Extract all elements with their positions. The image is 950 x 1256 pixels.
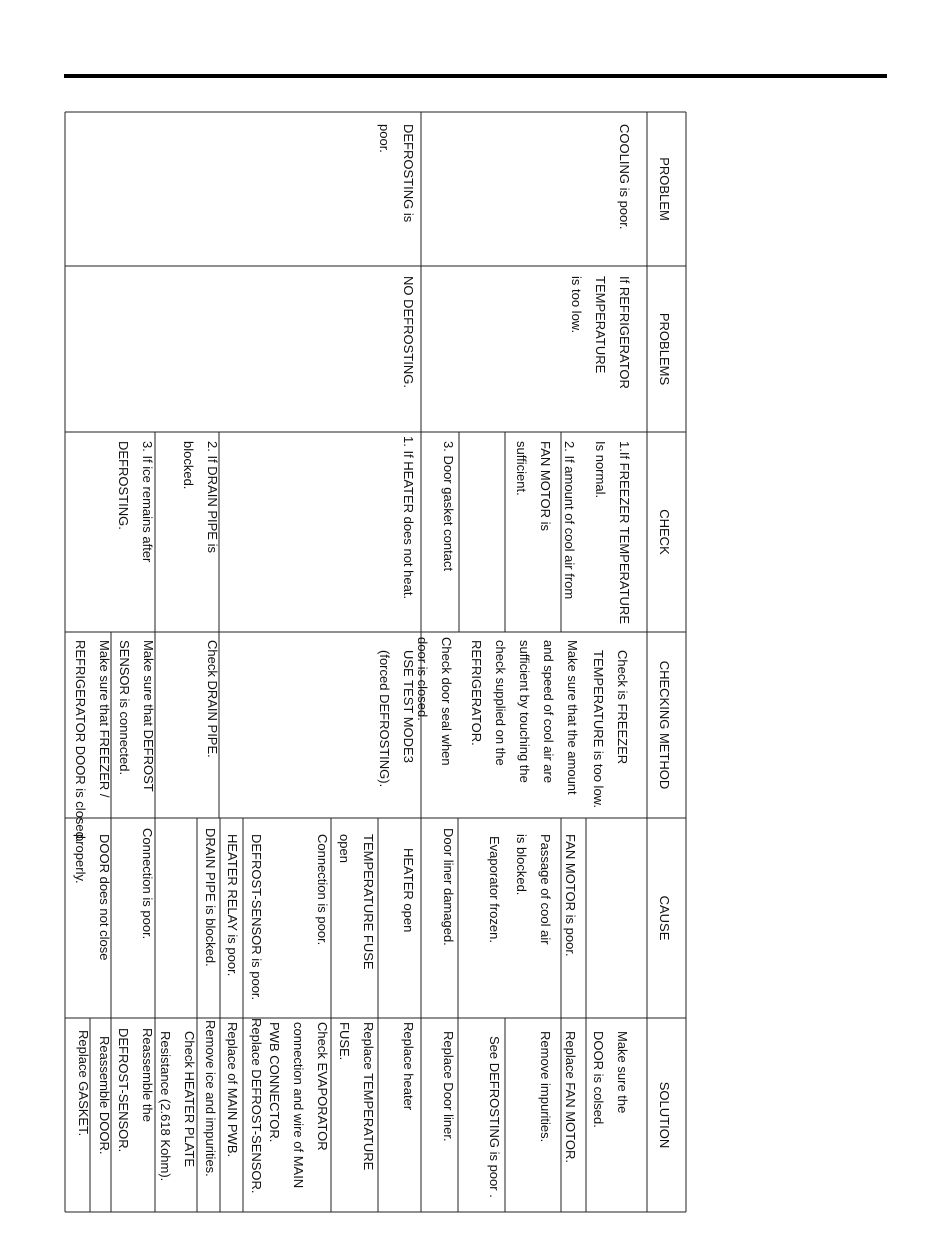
check-1-line-1: 1.If FREEZER TEMPERATURE <box>617 441 632 624</box>
solution-replace-fuse-line-1: Replace TEMPERATURE <box>361 1022 376 1171</box>
solution-replace-sensor: Replace DEFROST-SENSOR. <box>249 1018 264 1194</box>
method-6-line-2: SENSOR is connected. <box>117 640 132 776</box>
method-1-line-2: TEMPERATURE is too low. <box>591 650 606 808</box>
solution-check-heater-plate-line-2: Resistance (2.618 Kohm). <box>158 1031 173 1182</box>
header-checking-method: CHECKING METHOD <box>657 660 672 790</box>
cause-temperature-fuse-line-2: open <box>337 834 352 863</box>
solution-replace-fan: Replace FAN MOTOR. <box>563 1031 578 1163</box>
check-defrost-1: 1. If HEATER does not heat. <box>401 436 416 600</box>
problem-defrosting-line-2: poor. <box>377 124 392 153</box>
method-7-line-1: Make sure that FREEZER / <box>97 640 112 798</box>
cause-door-line-2: properly. <box>73 834 88 884</box>
header-check: CHECK <box>657 509 672 555</box>
solution-replace-fuse-line-2: FUSE. <box>337 1022 352 1061</box>
solution-remove-ice: Remove ice and impurities. <box>203 1020 218 1177</box>
header-cause: CAUSE <box>657 895 672 941</box>
method-3-line-2: door is closed. <box>415 637 430 721</box>
cause-connection-2: Connection is poor. <box>140 828 155 940</box>
method-7-line-2: REFRIGERATOR DOOR is closed. <box>73 640 88 843</box>
method-5: Check DRAIN PIPE. <box>205 640 220 758</box>
header-solution: SOLUTION <box>657 1081 672 1149</box>
method-4-line-2: (forced DEFROSTING). <box>377 650 392 788</box>
method-6-line-1: Make sure that DEFROST <box>141 640 156 792</box>
table-cells <box>73 124 672 1198</box>
check-defrost-2-line-2: blocked. <box>181 441 196 490</box>
problem-cooling: COOLING is poor. <box>617 124 632 230</box>
solution-replace-door-liner: Replace Door liner. <box>441 1031 456 1142</box>
cause-temperature-fuse-line-1: TEMPERATURE FUSE <box>361 834 376 970</box>
cause-door-liner: Door liner damaged. <box>441 828 456 946</box>
cause-passage-line-2: is blocked. <box>514 834 529 896</box>
check-defrost-3-line-1: 3. If ice remains after <box>140 441 155 563</box>
solution-check-evaporator-line-3: PWB CONNECTOR. <box>267 1022 282 1143</box>
solution-reassemble-door: Reassemble DOOR. <box>97 1036 112 1155</box>
method-2-line-5: REFRIGERATOR. <box>469 640 484 746</box>
problems-refrigerator-line-2: TEMPERATURE <box>593 276 608 374</box>
solution-door-closed-line-1: Make sure the <box>615 1031 630 1114</box>
cause-passage-line-1: Passage of cool air <box>538 834 553 945</box>
cause-heater-open: HEATER open <box>401 848 416 933</box>
check-1-line-2: Is normal. <box>593 441 608 499</box>
header-problems: PROBLEMS <box>657 312 672 386</box>
method-3-line-1: Check door seal when <box>439 637 454 766</box>
solution-replace-heater: Replace heater <box>401 1022 416 1111</box>
check-3: 3. Door gasket contact <box>441 441 456 572</box>
cause-drain-pipe: DRAIN PIPE is blocked. <box>203 828 218 967</box>
solution-check-heater-plate-line-1: Check HEATER PLATE <box>182 1031 197 1168</box>
method-2-line-2: and speed of cool air are <box>541 640 556 784</box>
solution-reassemble-sensor-line-2: DEFROST-SENSOR. <box>116 1028 131 1153</box>
check-2-line-1: 2. If amount of cool air from <box>562 441 577 600</box>
problems-refrigerator-line-3: is too low. <box>569 276 584 334</box>
solution-reassemble-sensor-line-1: Reassemble the <box>140 1028 155 1122</box>
cause-connection: Connection is poor. <box>315 834 330 946</box>
header-problem: PROBLEM <box>657 157 672 221</box>
method-2-line-3: sufficient by touching the <box>517 640 532 783</box>
check-defrost-2-line-1: 2. If DRAIN PIPE is <box>205 441 220 553</box>
cause-heater-relay: HEATER RELAY is poor. <box>225 834 240 977</box>
solution-remove-impurities: Remove impurities. <box>538 1031 553 1143</box>
solution-check-evaporator-line-2: connection and wire of MAIN <box>291 1022 306 1189</box>
solution-replace-pwb: Replace of MAIN PWB. <box>225 1022 240 1158</box>
method-2-line-4: check supplied on the <box>493 640 508 766</box>
solution-see-defrosting: See DEFROSTING is poor . <box>487 1036 502 1198</box>
check-2-line-3: sufficient. <box>514 441 529 496</box>
solution-door-closed-line-2: DOOR is colsed. <box>591 1031 606 1128</box>
solution-replace-gasket: Replace GASKET. <box>76 1030 91 1137</box>
cause-defrost-sensor: DEFROST-SENSOR is poor. <box>249 834 264 1001</box>
problems-refrigerator-line-1: If REFRIGERATOR <box>617 276 632 389</box>
solution-check-evaporator-line-1: Check EVAPORATOR <box>315 1022 330 1151</box>
method-2-line-1: Make sure that the amount <box>565 640 580 795</box>
check-defrost-3-line-2: DEFROSTING. <box>116 441 131 530</box>
check-2-line-2: FAN MOTOR is <box>538 441 553 532</box>
method-1-line-1: Check is FREEZER <box>615 650 630 765</box>
cause-evaporator-frozen: Evaporator frozen. <box>487 836 502 943</box>
problems-no-defrosting: NO DEFROSTING. <box>401 276 416 388</box>
cause-fan-motor: FAN MOTOR is poor. <box>563 834 578 957</box>
cause-door-line-1: DOOR does not close <box>97 834 112 961</box>
method-4-line-1: USE TEST MODE3 <box>401 650 416 763</box>
problem-defrosting-line-1: DEFROSTING is <box>401 124 416 223</box>
